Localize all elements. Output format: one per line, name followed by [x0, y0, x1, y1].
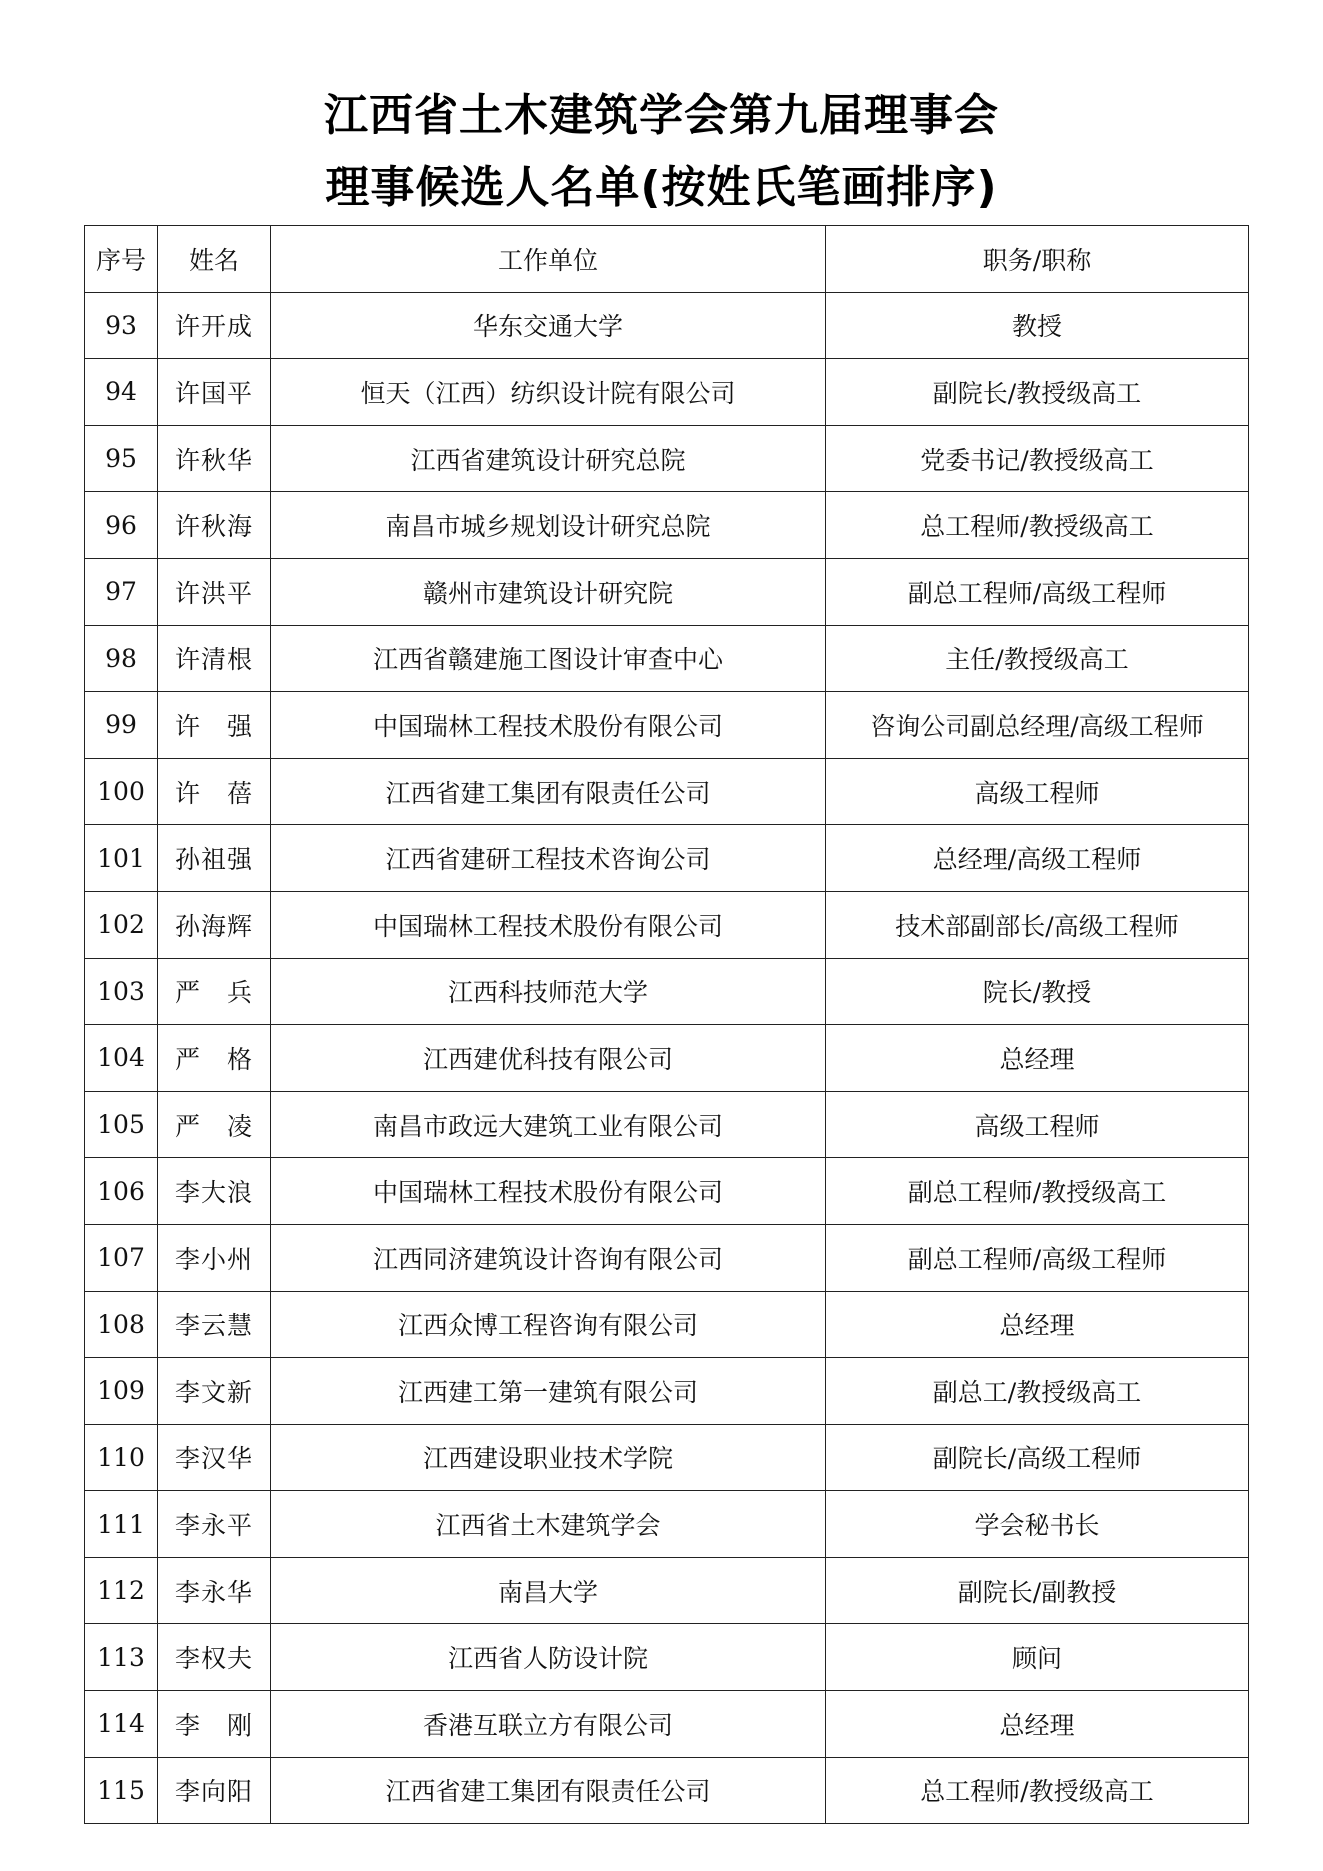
cell-name: 许清根 [158, 625, 271, 692]
cell-work-unit: 江西省建研工程技术咨询公司 [271, 825, 826, 892]
header-position: 职务/职称 [826, 226, 1249, 293]
cell-name: 严 凌 [158, 1091, 271, 1158]
cell-position: 总经理 [826, 1291, 1249, 1358]
cell-work-unit: 中国瑞林工程技术股份有限公司 [271, 692, 826, 759]
cell-number: 94 [85, 359, 158, 426]
cell-position: 总工程师/教授级高工 [826, 492, 1249, 559]
table-row [85, 1091, 1249, 1158]
cell-number: 112 [85, 1557, 158, 1624]
cell-name: 许秋海 [158, 492, 271, 559]
cell-number: 96 [85, 492, 158, 559]
table-row [85, 958, 1249, 1025]
header-number: 序号 [85, 226, 158, 293]
cell-number: 104 [85, 1025, 158, 1092]
cell-work-unit: 恒天（江西）纺织设计院有限公司 [271, 359, 826, 426]
cell-name: 李 刚 [158, 1691, 271, 1758]
cell-work-unit: 江西建优科技有限公司 [271, 1025, 826, 1092]
cell-work-unit: 香港互联立方有限公司 [271, 1691, 826, 1758]
cell-work-unit: 江西省建工集团有限责任公司 [271, 758, 826, 825]
cell-position: 总经理 [826, 1691, 1249, 1758]
table-row [85, 1358, 1249, 1425]
cell-number: 111 [85, 1491, 158, 1558]
cell-number: 95 [85, 425, 158, 492]
cell-work-unit: 中国瑞林工程技术股份有限公司 [271, 1158, 826, 1225]
cell-name: 李永平 [158, 1491, 271, 1558]
cell-position: 学会秘书长 [826, 1491, 1249, 1558]
cell-position: 高级工程师 [826, 758, 1249, 825]
cell-position: 总经理 [826, 1025, 1249, 1092]
cell-number: 110 [85, 1424, 158, 1491]
cell-number: 107 [85, 1224, 158, 1291]
candidate-table [84, 225, 1249, 1824]
cell-work-unit: 江西省土木建筑学会 [271, 1491, 826, 1558]
cell-number: 103 [85, 958, 158, 1025]
table-row [85, 692, 1249, 759]
cell-position: 技术部副部长/高级工程师 [826, 891, 1249, 958]
cell-name: 李权夫 [158, 1624, 271, 1691]
cell-number: 101 [85, 825, 158, 892]
cell-work-unit: 江西众博工程咨询有限公司 [271, 1291, 826, 1358]
table-row [85, 1757, 1249, 1824]
cell-position: 高级工程师 [826, 1091, 1249, 1158]
cell-position: 副院长/教授级高工 [826, 359, 1249, 426]
cell-work-unit: 江西建工第一建筑有限公司 [271, 1358, 826, 1425]
cell-name: 李云慧 [158, 1291, 271, 1358]
cell-work-unit: 南昌市城乡规划设计研究总院 [271, 492, 826, 559]
cell-work-unit: 江西省建筑设计研究总院 [271, 425, 826, 492]
cell-number: 114 [85, 1691, 158, 1758]
cell-number: 109 [85, 1358, 158, 1425]
cell-name: 李大浪 [158, 1158, 271, 1225]
cell-name: 孙祖强 [158, 825, 271, 892]
cell-number: 113 [85, 1624, 158, 1691]
cell-name: 孙海辉 [158, 891, 271, 958]
cell-position: 副总工/教授级高工 [826, 1358, 1249, 1425]
cell-work-unit: 中国瑞林工程技术股份有限公司 [271, 891, 826, 958]
cell-work-unit: 江西同济建筑设计咨询有限公司 [271, 1224, 826, 1291]
cell-name: 严 兵 [158, 958, 271, 1025]
table-row [85, 558, 1249, 625]
cell-work-unit: 华东交通大学 [271, 292, 826, 359]
cell-number: 102 [85, 891, 158, 958]
table-header-row [85, 226, 1249, 293]
cell-work-unit: 赣州市建筑设计研究院 [271, 558, 826, 625]
table-row [85, 1557, 1249, 1624]
table-row [85, 891, 1249, 958]
table-row [85, 292, 1249, 359]
table-row [85, 1025, 1249, 1092]
cell-position: 副总工程师/教授级高工 [826, 1158, 1249, 1225]
cell-name: 许洪平 [158, 558, 271, 625]
cell-name: 李小州 [158, 1224, 271, 1291]
cell-position: 总工程师/教授级高工 [826, 1757, 1249, 1824]
document-title-line-2: 理事候选人名单(按姓氏笔画排序) [325, 162, 998, 213]
cell-number: 93 [85, 292, 158, 359]
cell-number: 108 [85, 1291, 158, 1358]
header-work-unit: 工作单位 [271, 226, 826, 293]
table-row [85, 1624, 1249, 1691]
cell-position: 总经理/高级工程师 [826, 825, 1249, 892]
cell-name: 许开成 [158, 292, 271, 359]
table-row [85, 1291, 1249, 1358]
cell-position: 主任/教授级高工 [826, 625, 1249, 692]
cell-number: 115 [85, 1757, 158, 1824]
cell-work-unit: 江西省人防设计院 [271, 1624, 826, 1691]
table-row [85, 758, 1249, 825]
table-row [85, 425, 1249, 492]
cell-work-unit: 江西科技师范大学 [271, 958, 826, 1025]
cell-number: 99 [85, 692, 158, 759]
cell-name: 许 蓓 [158, 758, 271, 825]
cell-name: 李汉华 [158, 1424, 271, 1491]
cell-name: 严 格 [158, 1025, 271, 1092]
cell-name: 许 强 [158, 692, 271, 759]
table-row [85, 1424, 1249, 1491]
cell-number: 97 [85, 558, 158, 625]
table-row [85, 625, 1249, 692]
cell-name: 李文新 [158, 1358, 271, 1425]
table-row [85, 825, 1249, 892]
cell-name: 许秋华 [158, 425, 271, 492]
cell-work-unit: 南昌大学 [271, 1557, 826, 1624]
cell-position: 顾问 [826, 1624, 1249, 1691]
table-row [85, 1491, 1249, 1558]
cell-position: 副院长/高级工程师 [826, 1424, 1249, 1491]
cell-position: 咨询公司副总经理/高级工程师 [826, 692, 1249, 759]
cell-position: 党委书记/教授级高工 [826, 425, 1249, 492]
cell-position: 副总工程师/高级工程师 [826, 1224, 1249, 1291]
table-row [85, 492, 1249, 559]
cell-work-unit: 江西建设职业技术学院 [271, 1424, 826, 1491]
table-row [85, 359, 1249, 426]
table-body [85, 292, 1249, 1824]
cell-position: 教授 [826, 292, 1249, 359]
cell-number: 106 [85, 1158, 158, 1225]
cell-position: 院长/教授 [826, 958, 1249, 1025]
table-row [85, 1691, 1249, 1758]
table-row [85, 1158, 1249, 1225]
cell-name: 李向阳 [158, 1757, 271, 1824]
cell-number: 105 [85, 1091, 158, 1158]
cell-work-unit: 江西省赣建施工图设计审查中心 [271, 625, 826, 692]
cell-name: 许国平 [158, 359, 271, 426]
table-row [85, 1224, 1249, 1291]
cell-work-unit: 江西省建工集团有限责任公司 [271, 1757, 826, 1824]
cell-work-unit: 南昌市政远大建筑工业有限公司 [271, 1091, 826, 1158]
cell-position: 副总工程师/高级工程师 [826, 558, 1249, 625]
cell-number: 100 [85, 758, 158, 825]
cell-number: 98 [85, 625, 158, 692]
cell-position: 副院长/副教授 [826, 1557, 1249, 1624]
header-name: 姓名 [158, 226, 271, 293]
cell-name: 李永华 [158, 1557, 271, 1624]
document-title-line-1: 江西省土木建筑学会第九届理事会 [324, 90, 999, 141]
